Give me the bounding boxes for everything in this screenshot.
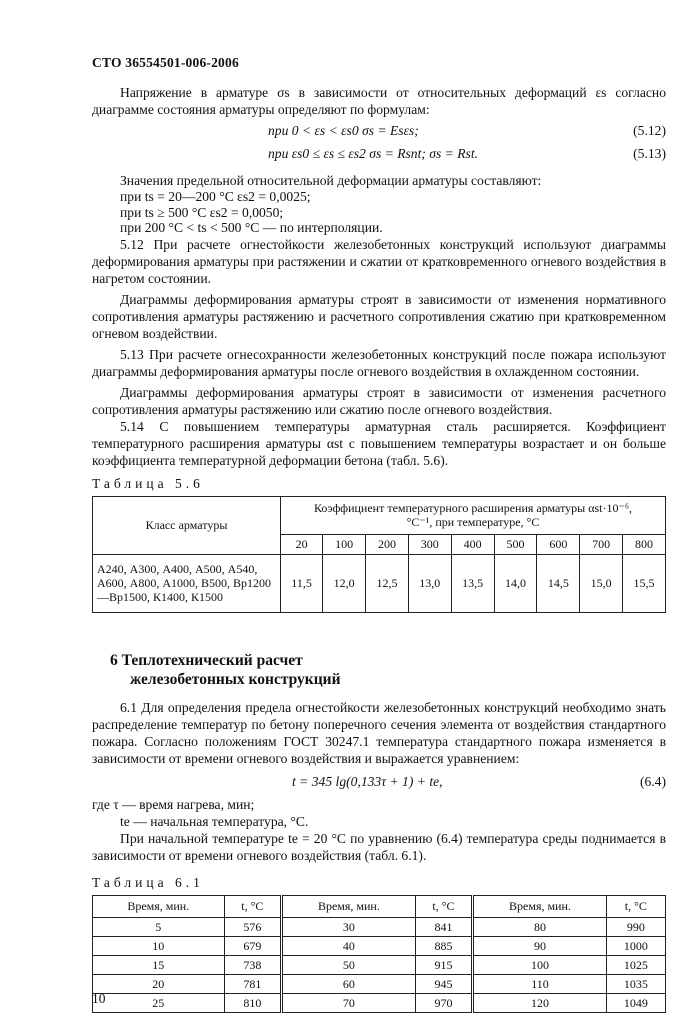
coef-cell: 14,0 bbox=[494, 554, 537, 612]
table-5-6-header-class: Класс арматуры bbox=[93, 496, 281, 554]
temp-header: 20 bbox=[281, 535, 323, 555]
strain-value-1: при ts = 20—200 °С εs2 = 0,0025; bbox=[120, 189, 311, 204]
table-cell: 679 bbox=[224, 936, 282, 955]
table-6-1-caption: Таблица 6.1 bbox=[92, 874, 204, 890]
temp-header: 700 bbox=[580, 535, 623, 555]
table-cell: 120 bbox=[473, 993, 607, 1012]
table-row bbox=[93, 974, 666, 993]
coef-cell: 15,5 bbox=[623, 554, 666, 612]
strain-value-3: при 200 °С < ts < 500 °С — по интерполяции. bbox=[120, 220, 383, 236]
table-row bbox=[93, 917, 666, 936]
table-cell: 810 bbox=[224, 993, 282, 1012]
table-cell: 70 bbox=[282, 993, 416, 1012]
equation-6-4-expr: t = 345 lg(0,133τ + 1) + te, bbox=[292, 773, 443, 789]
rebar-classes-cell: А240, А300, А400, А500, А540, А600, А800, А1000, В500, Вр1200—Вр1500, К1400, К1500 bbox=[93, 554, 281, 612]
paragraph-limit-strain: Значения предельной относительной деформации арматуры составляют: bbox=[120, 173, 542, 188]
coef-cell: 14,5 bbox=[537, 554, 580, 612]
paragraph-5-14: 5.14 С повышением температуры арматурная сталь расширяется. Коэффициент температурного расширения арматуры αst с повышением температуры возрастает и он больше коэффициента температурной деформации бетона (табл. 5.6). bbox=[92, 418, 666, 468]
equation-legend bbox=[92, 796, 666, 830]
table-cell: 25 bbox=[93, 993, 225, 1012]
table-cell: 90 bbox=[473, 936, 607, 955]
paragraph-initial-temp: При начальной температуре te = 20 °С по уравнению (6.4) температура среды поднимается в зависимости от времени огневого воздействия (табл. 6.1). bbox=[92, 830, 666, 863]
formula-5-13-number: (5.13) bbox=[633, 146, 666, 161]
temp-header: 600 bbox=[537, 535, 580, 555]
table-cell: 50 bbox=[282, 955, 416, 974]
equation-6-4-number: (6.4) bbox=[639, 773, 666, 789]
paragraph-5-13-b: Диаграммы деформирования арматуры строят в зависимости от изменения расчетного сопротивления арматуры растяжению или сжатию после огневого воздействия. bbox=[92, 384, 666, 417]
section-6-heading bbox=[110, 651, 666, 689]
col-header: t, °С bbox=[415, 895, 473, 917]
paragraph-5-12: 5.12 При расчете огнестойкости железобетонных конструкций используют диаграммы деформирования арматуры при растяжении и сжатии от кратковременного огневого воздействия в нагретом состоянии. bbox=[92, 236, 666, 286]
table-cell: 10 bbox=[93, 936, 225, 955]
table-row bbox=[93, 993, 666, 1012]
table-row bbox=[93, 936, 666, 955]
paragraph-6-1: 6.1 Для определения предела огнестойкости железобетонных конструкций необходимо знать распределение температур по бетону поперечного сечения элемента от воздействия стандартного пожара. Согласно положениям ГОСТ 30247.1 температура стандартного пожара изменяется в зависимости от времени огневого воздействия и выражается уравнением: bbox=[92, 699, 666, 766]
coef-cell: 12,5 bbox=[366, 554, 409, 612]
equation-6-4 bbox=[92, 773, 666, 790]
legend-te: te — начальная температура, °С. bbox=[120, 813, 309, 829]
coef-cell: 15,0 bbox=[580, 554, 623, 612]
paragraph-5-13: 5.13 При расчете огнесохранности железобетонных конструкций после пожара используют диаграммы деформирования арматуры после огневого воздействия в охлажденном состоянии. bbox=[92, 346, 666, 379]
document-header: СТО 36554501-006-2006 bbox=[92, 55, 239, 70]
table-cell: 110 bbox=[473, 974, 607, 993]
temp-header: 400 bbox=[451, 535, 494, 555]
temp-header: 300 bbox=[408, 535, 451, 555]
col-header: Время, мин. bbox=[93, 895, 225, 917]
legend-tau: где τ — время нагрева, мин; bbox=[92, 796, 255, 812]
formula-5-13 bbox=[92, 145, 666, 162]
table-cell: 738 bbox=[224, 955, 282, 974]
coef-cell: 13,0 bbox=[408, 554, 451, 612]
table-cell: 30 bbox=[282, 917, 416, 936]
table-cell: 885 bbox=[415, 936, 473, 955]
table-row bbox=[93, 554, 666, 612]
col-header: t, °С bbox=[224, 895, 282, 917]
table-cell: 1035 bbox=[606, 974, 665, 993]
col-header: Время, мин. bbox=[282, 895, 416, 917]
formula-5-12-number: (5.12) bbox=[633, 123, 666, 138]
table-cell: 990 bbox=[606, 917, 665, 936]
formula-5-13-expr: при εs0 ≤ εs ≤ εs2 σs = Rsnt; σs = Rst. bbox=[268, 146, 479, 161]
table-cell: 1000 bbox=[606, 936, 665, 955]
coef-cell: 11,5 bbox=[281, 554, 323, 612]
table-cell: 40 bbox=[282, 936, 416, 955]
table-cell: 1049 bbox=[606, 993, 665, 1012]
table-cell: 576 bbox=[224, 917, 282, 936]
table-cell: 100 bbox=[473, 955, 607, 974]
table-cell: 80 bbox=[473, 917, 607, 936]
table-cell: 945 bbox=[415, 974, 473, 993]
coef-cell: 13,5 bbox=[451, 554, 494, 612]
page-number: 10 bbox=[92, 991, 106, 1006]
section-6-title-line2: железобетонных конструкций bbox=[130, 670, 341, 688]
table-6-1 bbox=[92, 895, 666, 1013]
table-row bbox=[93, 955, 666, 974]
table-cell: 20 bbox=[93, 974, 225, 993]
page-content bbox=[92, 84, 666, 1013]
table-cell: 60 bbox=[282, 974, 416, 993]
temp-header: 100 bbox=[323, 535, 366, 555]
section-6-title-line1: 6 Теплотехнический расчет bbox=[110, 651, 303, 669]
table-5-6-header-coef: Коэффициент температурного расширения арматуры αst·10⁻⁶, °С⁻¹, при температуре, °С bbox=[281, 496, 666, 534]
table-5-6-caption: Таблица 5.6 bbox=[92, 475, 204, 491]
formula-5-12 bbox=[92, 122, 666, 139]
col-header: Время, мин. bbox=[473, 895, 607, 917]
table-cell: 5 bbox=[93, 917, 225, 936]
temp-header: 800 bbox=[623, 535, 666, 555]
coef-cell: 12,0 bbox=[323, 554, 366, 612]
table-cell: 781 bbox=[224, 974, 282, 993]
table-cell: 970 bbox=[415, 993, 473, 1012]
table-cell: 841 bbox=[415, 917, 473, 936]
table-cell: 915 bbox=[415, 955, 473, 974]
paragraph-5-12-b: Диаграммы деформирования арматуры строят в зависимости от изменения нормативного сопротивления арматуры растяжению и расчетного сопротивления сжатию при кратковременном огневом воздействии. bbox=[92, 291, 666, 341]
col-header: t, °С bbox=[606, 895, 665, 917]
table-cell: 1025 bbox=[606, 955, 665, 974]
formula-5-12-expr: при 0 < εs < εs0 σs = Esεs; bbox=[268, 123, 419, 138]
strain-values-list bbox=[92, 189, 666, 236]
strain-value-2: при ts ≥ 500 °С εs2 = 0,0050; bbox=[120, 204, 284, 220]
table-cell: 15 bbox=[93, 955, 225, 974]
paragraph-stress: Напряжение в арматуре σs в зависимости от относительных деформаций εs согласно диаграмме состояния арматуры определяют по формулам: bbox=[92, 85, 666, 117]
temp-header: 500 bbox=[494, 535, 537, 555]
temp-header: 200 bbox=[366, 535, 409, 555]
table-5-6 bbox=[92, 496, 666, 613]
